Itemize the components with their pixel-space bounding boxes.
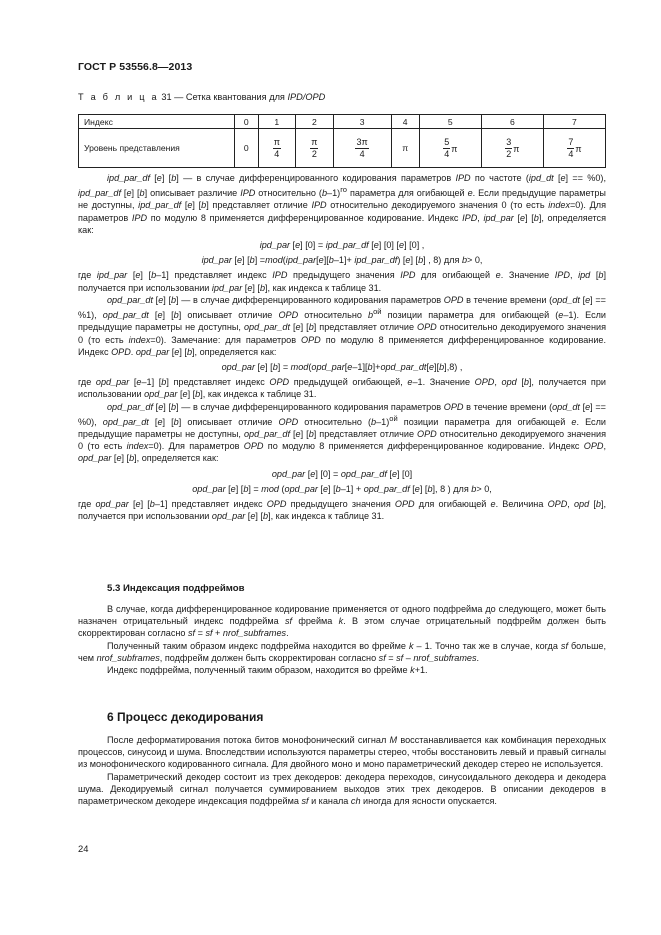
- table-cell: 1: [258, 115, 296, 129]
- table-cell: π: [391, 129, 419, 168]
- table-cell: $\frac{3\pi}{4}$: [333, 129, 391, 168]
- table-cell: Уровень представления: [79, 129, 235, 168]
- table-cell: $\frac{3}{2}$ π: [481, 129, 543, 168]
- section-heading-5-3: 5.3 Индексация подфреймов: [107, 583, 245, 594]
- body-text-block-3: После деформатирования потока битов монофонический сигнал M восстанавливается как комбинация переходных процессов, синусоид и шума. Впоследствии используются параметры стерео, чтобы восстановить левый и правый сигналы из монофонического кодированного сигнала. Для двойного моно и моно параметрический декодер стерео не используется. Параметрический декодер состоит из трех декодеров: декодера переходов, синусоидального декодера и декодера шума. Декодируемый сигнал получается суммированием выходов этих трех декодеров. В описании декодеров в параметрическом декодере индексация подфрейма sf и канала ch иногда для ясности опускается.: [78, 735, 607, 807]
- table-cell: 0: [235, 129, 259, 168]
- table-cell: Индекс: [79, 115, 235, 129]
- table-cell: 5: [419, 115, 481, 129]
- table-cell: $\frac{7}{4}$ π: [543, 129, 605, 168]
- body-text-block-1: ipd_par_df [e] [b] — в случае дифференцированного кодирования параметров IPD по частоте (ipd_dt [e] == %0), ipd_par_df [e] [b] описывает различие IPD относительно $(b-1)^{го}$ параметра для огибающей e. Если предыдущие параметры не доступны, ipd_par_df [e] [b] представляет отличие IPD относительно декодируемого значения 0 (то есть index=0). Для параметров IPD по модулю 8 применяется дифференцированное кодирование. Индекс IPD, ipd_par [e] [b], определяется как: ipd_par [e] [0] = ipd_par_df [e] [0] [e] [0] , ipd_par [e] [b] =mod(ipd_par[e][b–1]+ ipd_par_df) [e] [b] , 8) для b> 0, где ipd_par [e] [b–1] представляет индекс IPD предыдущего значения IPD для огибающей e. Значение IPD, ipd [b] получается при использовании ipd_par [e] [b], как индекса к таблице 31. opd_par_dt [e] [b] — в случае дифференцированного кодирования параметров OPD в течение времени (opd_dt [e] == %1), opd_par_dt [e] [b] описывает отличие OPD относительно $b^{ой}$ позиции параметра для огибающей (e–1). Если предыдущие параметры не доступны, opd_par_dt [e] [b] представляет отличие OPD относительно декодируемого значения 0 (то есть index=0). Замечание: для параметров OPD по модулю 8 применяется дифференцированное кодирование. Индекс OPD. opd_par [e] [b], определяется как: opd_par [e] [b] = mod(opd_par[e–1][b]+opd_par_dt[e][b],8) , где opd_par [e–1] [b] представляет индекс OPD предыдущей огибающей, e–1. Значение OPD, opd [b], получается при использовании opd_par [e] [b], как индекса к таблице 31. opd_par_df [e] [b] — в случае дифференцированного кодирования параметров OPD в течение времени (opd_dt [e] == %0), opd_par_dt [e] [b] описывает отличие OPD относительно $(b-1)^{ой}$ позиции параметра для огибающей e. Если предыдущие параметры не доступны, opd_par_df [e] [b] представляет отличие OPD относительно декодируемого значения 0 (то есть index=0). Для параметров OPD по модулю 8 применяется дифференцированное кодирование. Индекс OPD, opd_par [e] [b], определяется как: opd_par [e] [0] = opd_par_df [e] [0] opd_par [e] [b] = mod (opd_par [e] [b–1] + opd_par_df [e] [b], 8 ) для b> 0, где opd_par [e] [b–1] представляет индекс OPD предыдущего значения OPD для огибающей e. Величина OPD, opd [b], получается при использовании opd_par [e] [b], как индекса к таблице 31.: [78, 173, 607, 522]
- table-cell: 0: [235, 115, 259, 129]
- table-caption: Т а б л и ц а 31 — Сетка квантования для IPD/OPD: [78, 92, 326, 102]
- table-cell: 4: [391, 115, 419, 129]
- table-cell: 6: [481, 115, 543, 129]
- body-text-block-2: В случае, когда дифференцированное кодирование применяется от одного подфрейма до следующего, может быть назначен отрицательный индекс подфрейма sf фрейма k. В этом случае отрицательный подфрейм должен быть скорректирован согласно sf = sf + nrof_subframes. Полученный таким образом индекс подфрейма находится во фрейме k – 1. Точно так же в случае, когда sf больше, чем nrof_subframes, подфрейм должен быть скорректирован согласно sf = sf – nrof_subframes. Индекс подфрейма, полученный таким образом, находится во фрейме k+1.: [78, 604, 607, 676]
- document-header: ГОСТ Р 53556.8—2013: [78, 61, 193, 73]
- table-cell: 2: [296, 115, 334, 129]
- table-row: [79, 115, 606, 129]
- table-cell: 3: [333, 115, 391, 129]
- table-row: [79, 129, 606, 168]
- table-cell: $\frac{5}{4}$ π: [419, 129, 481, 168]
- page-number: 24: [78, 843, 89, 854]
- table-cell: $\frac{\pi}{2}$: [296, 129, 334, 168]
- table-cell: $\frac{\pi}{4}$: [258, 129, 296, 168]
- table-cell: 7: [543, 115, 605, 129]
- quantization-table: [78, 114, 606, 168]
- section-heading-6: 6 Процесс декодирования: [107, 710, 264, 724]
